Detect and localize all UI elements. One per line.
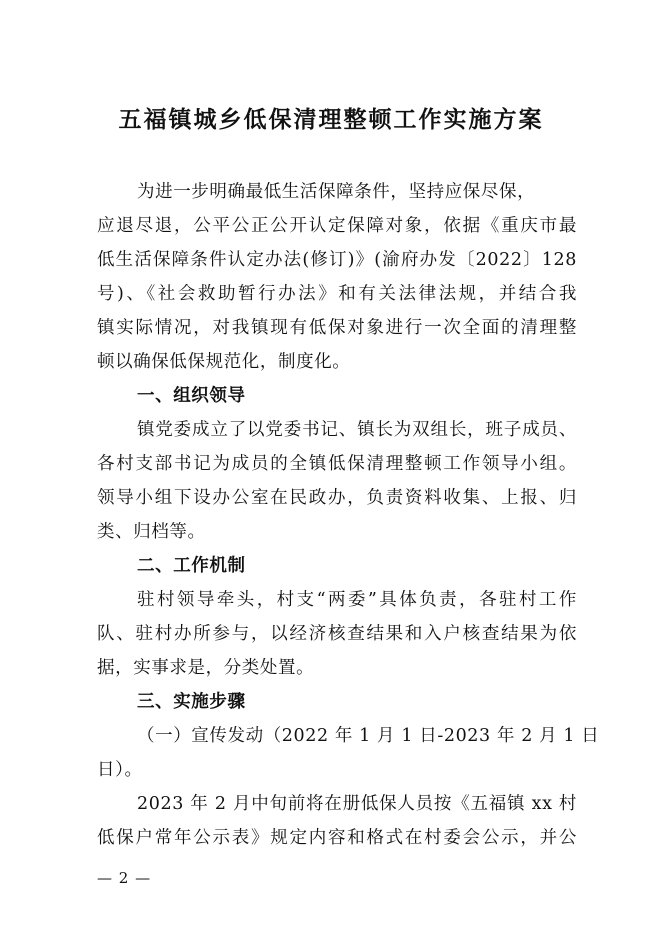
section-heading-3: 三、实施步骤 [137, 692, 246, 712]
body-line: 为进一步明确最低生活保障条件，坚持应保尽保， [137, 182, 536, 202]
body-line: 日）。 [97, 760, 143, 780]
body-line: 低生活保障条件认定办法(修订)》(渝府办发〔2022〕128 [97, 250, 577, 270]
body-line: 顿以确保低保规范化，制度化。 [97, 352, 351, 372]
body-line: 低保户常年公示表》规定内容和格式在村委会公示，并公 [97, 828, 577, 848]
body-line: 镇实际情况，对我镇现有低保对象进行一次全面的清理整 [97, 318, 577, 338]
body-line: 领导小组下设办公室在民政办，负责资料收集、上报、归 [97, 488, 577, 508]
body-line: 各村支部书记为成员的全镇低保清理整顿工作领导小组。 [97, 454, 577, 474]
body-line: 类、归档等。 [97, 522, 206, 542]
body-line: 驻村领导牵头，村支“两委”具体负责，各驻村工作 [137, 590, 577, 610]
body-line: 2023 年 2 月中旬前将在册低保人员按《五福镇 xx 村 [137, 794, 577, 814]
page-number: — 2 — [97, 869, 152, 887]
body-line: 应退尽退，公平公正公开认定保障对象，依据《重庆市最 [97, 216, 577, 236]
section-heading-2: 二、工作机制 [137, 556, 246, 576]
subsection-heading: （一）宣传发动（2022 年 1 月 1 日-2023 年 2 月 1 日 [137, 726, 600, 746]
body-line: 镇党委成立了以党委书记、镇长为双组长，班子成员、 [137, 420, 577, 440]
section-heading-1: 一、组织领导 [137, 386, 246, 406]
body-line: 号)、《社会救助暂行办法》和有关法律法规，并结合我 [97, 284, 577, 304]
document-title: 五福镇城乡低保清理整顿工作实施方案 [118, 106, 544, 133]
body-line: 队、驻村办所参与，以经济核查结果和入户核查结果为依 [97, 624, 577, 644]
body-line: 据，实事求是，分类处置。 [97, 658, 315, 678]
